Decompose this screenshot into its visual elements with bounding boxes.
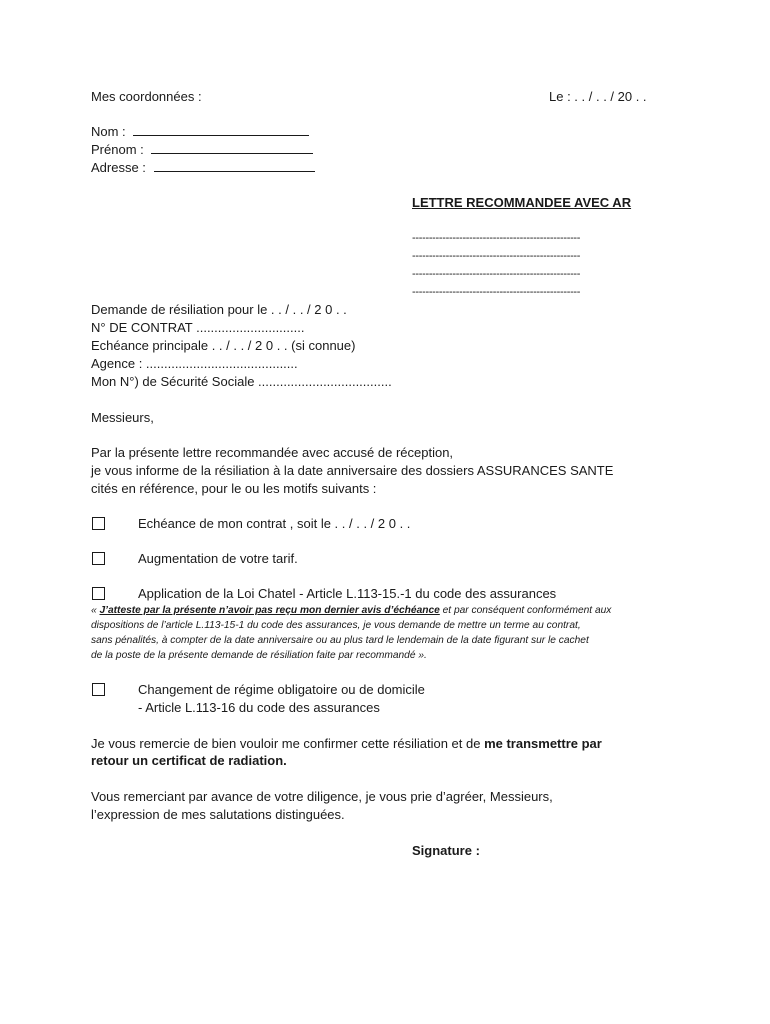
recipient-line: -------------------------------------------------- (412, 268, 581, 280)
prenom-field[interactable] (151, 141, 313, 154)
chatel-quote-line (91, 603, 611, 619)
recipient-line: -------------------------------------------------- (412, 232, 581, 244)
coords-label: Mes coordonnées : (91, 89, 202, 104)
thanks-line: Vous remerciant par avance de votre diligence, je vous prie d’agréer, Messieurs, (91, 789, 553, 804)
prenom-row (91, 141, 313, 159)
adresse-row (91, 159, 315, 177)
certificate-request: retour un certificat de radiation. (91, 753, 287, 768)
secu-line: Mon N°) de Sécurité Sociale ..................................... (91, 374, 392, 389)
checkbox-chatel[interactable] (92, 587, 105, 600)
option-echeance: Echéance de mon contrat , soit le . . / . . / 2 0 . . (138, 516, 411, 531)
option-regime-article: - Article L.113-16 du code des assurances (138, 700, 380, 715)
agence-line: Agence : .......................................... (91, 356, 298, 371)
confirm-text: Je vous remercie de bien vouloir me confirmer cette résiliation et de (91, 736, 485, 751)
quote-open: « (91, 605, 100, 616)
nom-row (91, 123, 309, 141)
nom-field[interactable] (133, 123, 309, 136)
recipient-line: -------------------------------------------------- (412, 250, 581, 262)
resiliation-date-line: Demande de résiliation pour le . . / . . / 2 0 . . (91, 302, 347, 317)
intro-line: je vous informe de la résiliation à la date anniversaire des dossiers ASSURANCES SANTE (91, 463, 614, 478)
thanks-line: l’expression de mes salutations distinguées. (91, 807, 345, 822)
intro-line: cités en référence, pour le ou les motifs suivants : (91, 481, 377, 496)
confirm-line-2 (91, 752, 287, 770)
option-chatel: Application de la Loi Chatel - Article L.113-15.-1 du code des assurances (138, 586, 557, 601)
nom-label: Nom : (91, 124, 126, 139)
echeance-line: Echéance principale . . / . . / 2 0 . . (si connue) (91, 338, 356, 353)
signature-label: Signature : (412, 843, 480, 858)
letter-title: LETTRE RECOMMANDEE AVEC AR (412, 195, 632, 210)
checkbox-echeance[interactable] (92, 517, 105, 530)
prenom-label: Prénom : (91, 142, 144, 157)
intro-line: Par la présente lettre recommandée avec accusé de réception, (91, 445, 454, 460)
option-tarif: Augmentation de votre tarif. (138, 551, 298, 566)
adresse-field[interactable] (154, 159, 315, 172)
chatel-quote-line: sans pénalités, à compter de la date anniversaire ou au plus tard le lendemain de la date figurant sur le cachet (91, 635, 589, 646)
checkbox-regime[interactable] (92, 683, 105, 696)
option-regime: Changement de régime obligatoire ou de domicile (138, 682, 425, 697)
chatel-quote-line: dispositions de l’article L.113-15-1 du code des assurances, je vous demande de mettre un terme au contrat, (91, 620, 581, 631)
confirm-line (91, 735, 602, 753)
salutation: Messieurs, (91, 410, 154, 425)
date-label: Le : . . / . . / 20 . . (549, 89, 647, 104)
quote-rest: et par conséquent conformément aux (439, 605, 612, 616)
quote-attestation: J’atteste par la présente n’avoir pas reçu mon dernier avis d’échéance (99, 605, 440, 616)
recipient-line: -------------------------------------------------- (412, 286, 581, 298)
checkbox-tarif[interactable] (92, 552, 105, 565)
chatel-quote-line: de la poste de la présente demande de résiliation faite par recommandé ». (91, 650, 427, 661)
adresse-label: Adresse : (91, 160, 146, 175)
contract-number-line: N° DE CONTRAT .............................. (91, 320, 305, 335)
confirm-bold: me transmettre par (484, 736, 602, 751)
